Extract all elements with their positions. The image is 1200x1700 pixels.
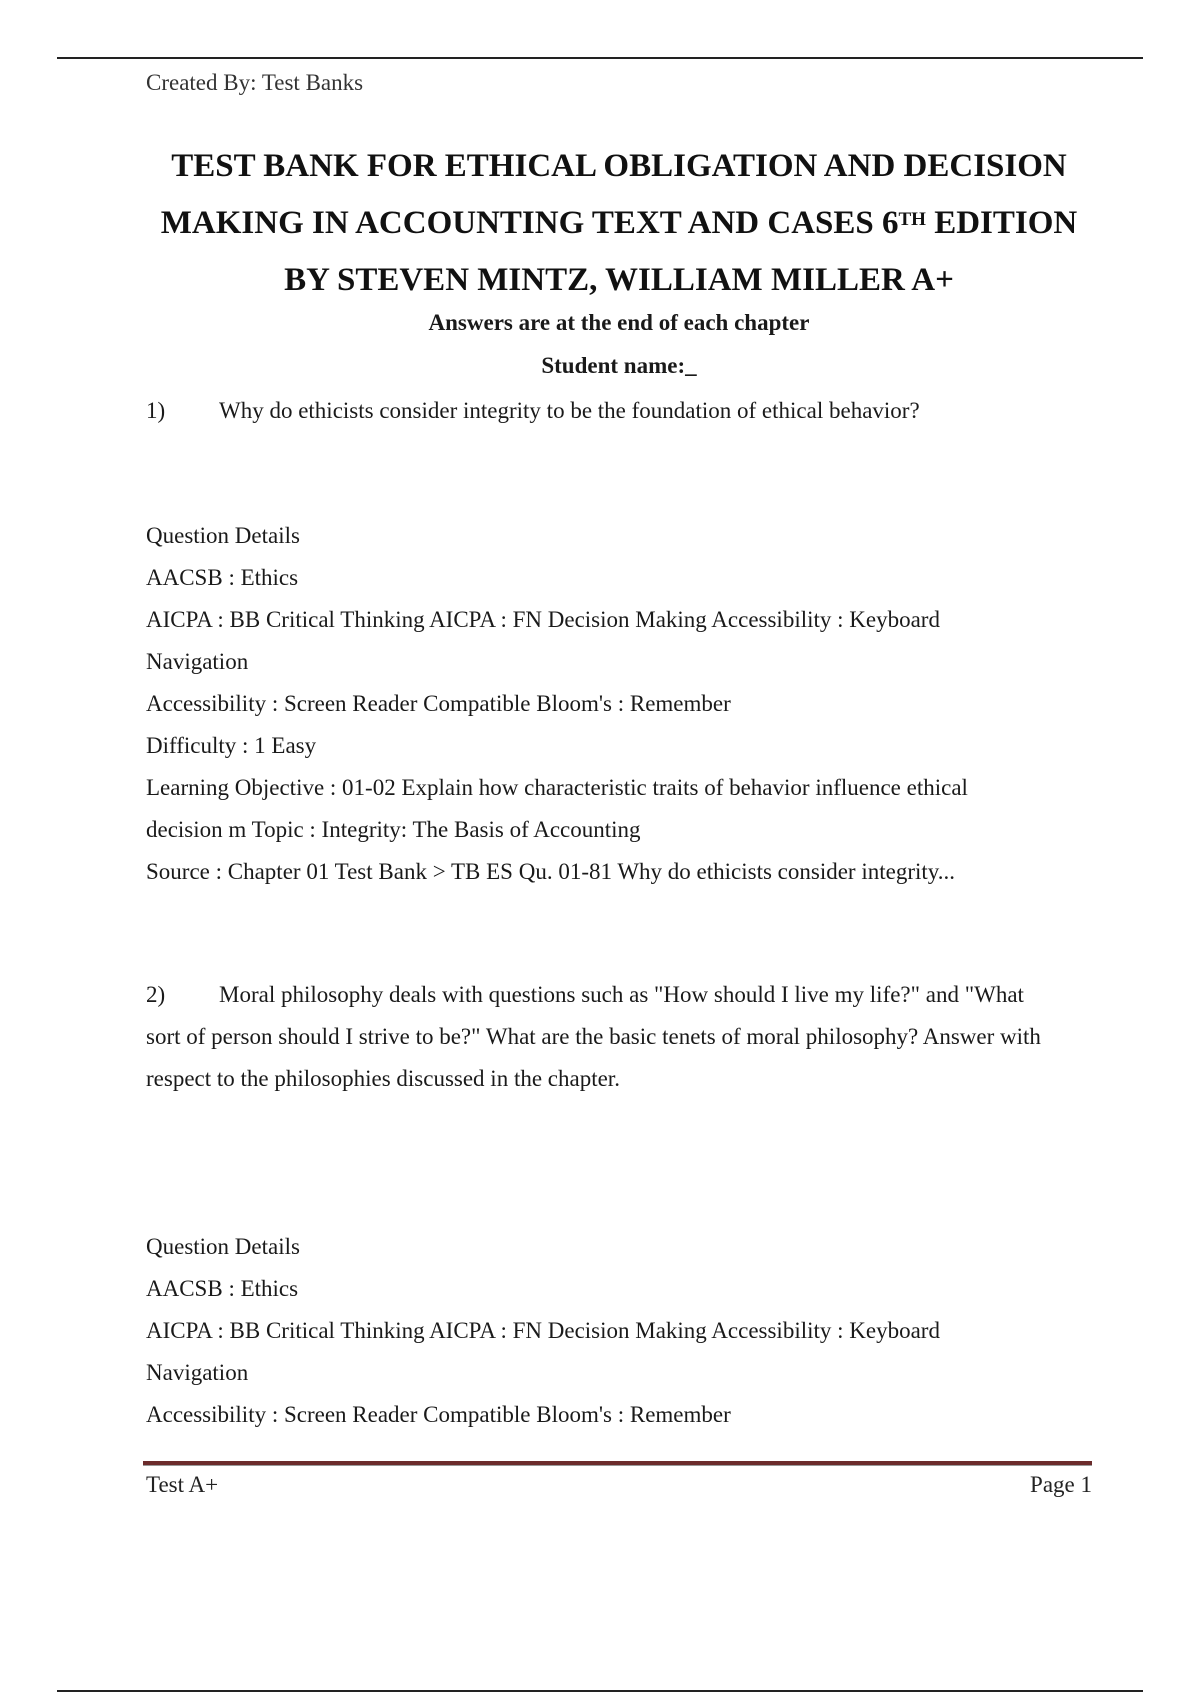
details-line: AACSB : Ethics — [146, 565, 299, 590]
question-2 — [146, 974, 1092, 1100]
details-line: Navigation — [146, 1360, 249, 1385]
question-number: 1) — [146, 398, 166, 423]
question-text-line: sort of person should I strive to be?" What are the basic tenets of moral philosophy? Answer with — [146, 1024, 1041, 1049]
question-1-details — [146, 515, 1092, 893]
details-line: decision m Topic : Integrity: The Basis of Accounting — [146, 817, 641, 842]
document-title — [146, 138, 1092, 309]
details-line: AICPA : BB Critical Thinking AICPA : FN Decision Making Accessibility : Keyboard — [146, 607, 940, 632]
details-line: Learning Objective : 01-02 Explain how characteristic traits of behavior influence ethical — [146, 775, 968, 800]
page-number: Page 1 — [1030, 1472, 1092, 1497]
details-line: Difficulty : 1 Easy — [146, 733, 317, 758]
footer-rule — [143, 1461, 1092, 1466]
question-text-line: respect to the philosophies discussed in the chapter. — [146, 1066, 620, 1091]
details-line: Source : Chapter 01 Test Bank > TB ES Qu. 01-81 Why do ethicists consider integrity... — [146, 859, 956, 884]
footer-left-text: Test A+ — [146, 1472, 219, 1497]
student-name-field: Student name:_ — [541, 353, 697, 378]
question-text-line: Moral philosophy deals with questions such as "How should I live my life?" and "What — [219, 982, 1024, 1007]
page-top-rule — [57, 57, 1143, 59]
question-2-details — [146, 1226, 1092, 1436]
details-line: Navigation — [146, 649, 249, 674]
details-heading: Question Details — [146, 523, 300, 548]
created-by-header: Created By: Test Banks — [146, 70, 364, 95]
title-superscript: TH — [898, 209, 926, 230]
details-line: Accessibility : Screen Reader Compatible Bloom's : Remember — [146, 1402, 731, 1427]
answers-note: Answers are at the end of each chapter — [428, 310, 810, 335]
details-line: Accessibility : Screen Reader Compatible Bloom's : Remember — [146, 691, 731, 716]
title-line-2-main: MAKING IN ACCOUNTING TEXT AND CASES 6 — [160, 205, 899, 241]
details-heading: Question Details — [146, 1234, 300, 1259]
question-text: Why do ethicists consider integrity to be the foundation of ethical behavior? — [219, 398, 920, 423]
page-bottom-rule — [57, 1690, 1143, 1692]
title-line-1: TEST BANK FOR ETHICAL OBLIGATION AND DECISION — [171, 148, 1067, 184]
details-line: AICPA : BB Critical Thinking AICPA : FN Decision Making Accessibility : Keyboard — [146, 1318, 940, 1343]
title-line-2-end: EDITION — [925, 205, 1078, 241]
title-line-3: BY STEVEN MINTZ, WILLIAM MILLER A+ — [284, 262, 954, 298]
question-1 — [146, 390, 1092, 432]
question-number: 2) — [146, 982, 166, 1007]
details-line: AACSB : Ethics — [146, 1276, 299, 1301]
title-line-2 — [146, 195, 1092, 252]
